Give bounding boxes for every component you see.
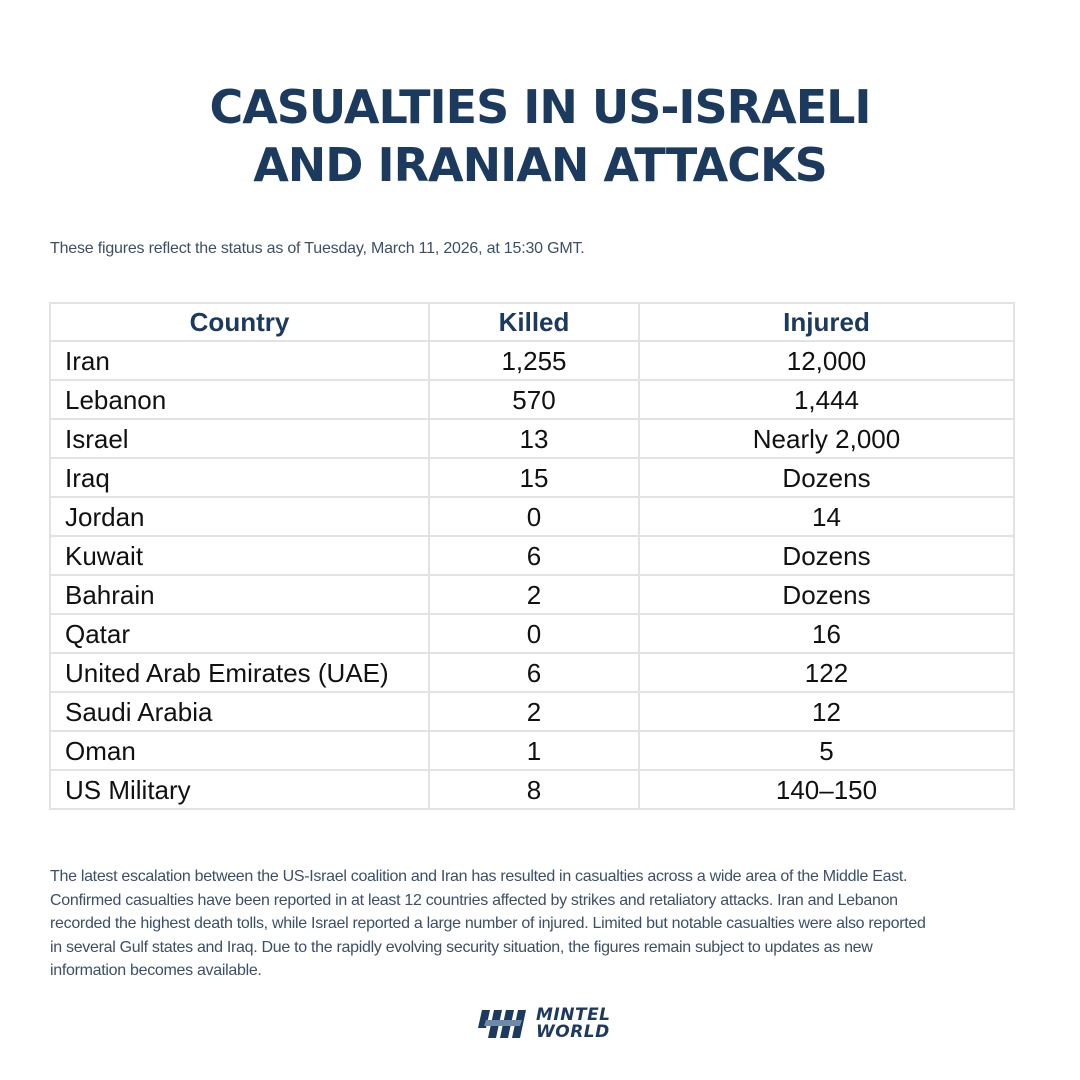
killed-cell: 6 xyxy=(429,653,639,692)
column-header-killed: Killed xyxy=(429,303,639,341)
brand-line-1: MINTEL xyxy=(536,1005,611,1025)
country-cell: Kuwait xyxy=(50,536,429,575)
country-cell: Iran xyxy=(50,341,429,380)
injured-cell: Dozens xyxy=(639,575,1014,614)
summary-line: recorded the highest death tolls, while Israel reported a large number of injured. Limited but notable casualties were also reported xyxy=(50,915,926,932)
injured-cell: 5 xyxy=(639,731,1014,770)
country-cell: Jordan xyxy=(50,497,429,536)
logo-accent xyxy=(484,1020,522,1026)
title-line-2: AND IRANIAN ATTACKS xyxy=(253,138,827,192)
injured-cell: Dozens xyxy=(639,458,1014,497)
country-cell: Qatar xyxy=(50,614,429,653)
injured-cell: 16 xyxy=(639,614,1014,653)
country-cell: Israel xyxy=(50,419,429,458)
table-row xyxy=(50,458,1014,497)
country-cell: US Military xyxy=(50,770,429,809)
injured-cell: 140–150 xyxy=(639,770,1014,809)
table-row xyxy=(50,614,1014,653)
table-header-row xyxy=(50,303,1014,341)
killed-cell: 13 xyxy=(429,419,639,458)
injured-cell: 12,000 xyxy=(639,341,1014,380)
table-row xyxy=(50,731,1014,770)
injured-cell: Dozens xyxy=(639,536,1014,575)
country-cell: Lebanon xyxy=(50,380,429,419)
injured-cell: 122 xyxy=(639,653,1014,692)
country-cell: Iraq xyxy=(50,458,429,497)
table-row xyxy=(50,497,1014,536)
status-timestamp: These figures reflect the status as of Tuesday, March 11, 2026, at 15:30 GMT. xyxy=(50,240,585,257)
summary-line: in several Gulf states and Iraq. Due to the rapidly evolving security situation, the figures remain subject to updates as new xyxy=(50,938,873,956)
killed-cell: 2 xyxy=(429,692,639,731)
table-row xyxy=(50,380,1014,419)
table-row xyxy=(50,770,1014,809)
country-cell: United Arab Emirates (UAE) xyxy=(50,653,429,692)
column-header-injured: Injured xyxy=(639,303,1014,341)
page-title xyxy=(0,78,1080,194)
killed-cell: 0 xyxy=(429,614,639,653)
killed-cell: 0 xyxy=(429,497,639,536)
injured-cell: Nearly 2,000 xyxy=(639,419,1014,458)
killed-cell: 1,255 xyxy=(429,341,639,380)
table-row xyxy=(50,692,1014,731)
summary-line: The latest escalation between the US-Israel coalition and Iran has resulted in casualties across a wide area of the Middle East. xyxy=(50,868,908,885)
table-row xyxy=(50,341,1014,380)
injured-cell: 1,444 xyxy=(639,380,1014,419)
killed-cell: 2 xyxy=(429,575,639,614)
brand-wordmark xyxy=(536,1007,611,1041)
killed-cell: 1 xyxy=(429,731,639,770)
injured-cell: 14 xyxy=(639,497,1014,536)
country-cell: Saudi Arabia xyxy=(50,692,429,731)
summary-line: Confirmed casualties have been reported in at least 12 countries affected by strikes and retaliatory attacks. Iran and Lebanon xyxy=(50,891,898,909)
table-row xyxy=(50,653,1014,692)
injured-cell: 12 xyxy=(639,692,1014,731)
brand-line-2: WORLD xyxy=(536,1022,610,1042)
mintel-world-logo-icon xyxy=(476,1006,530,1042)
brand-logo xyxy=(476,1004,611,1044)
column-header-country: Country xyxy=(50,303,429,341)
killed-cell: 6 xyxy=(429,536,639,575)
summary-line: information becomes available. xyxy=(50,962,262,979)
table-row xyxy=(50,536,1014,575)
country-cell: Oman xyxy=(50,731,429,770)
summary-paragraph xyxy=(50,865,1040,983)
title-line-1: CASUALTIES IN US-ISRAELI xyxy=(209,80,871,134)
table-row xyxy=(50,575,1014,614)
table-row xyxy=(50,419,1014,458)
killed-cell: 8 xyxy=(429,770,639,809)
killed-cell: 15 xyxy=(429,458,639,497)
killed-cell: 570 xyxy=(429,380,639,419)
casualties-table xyxy=(49,302,1015,810)
country-cell: Bahrain xyxy=(50,575,429,614)
